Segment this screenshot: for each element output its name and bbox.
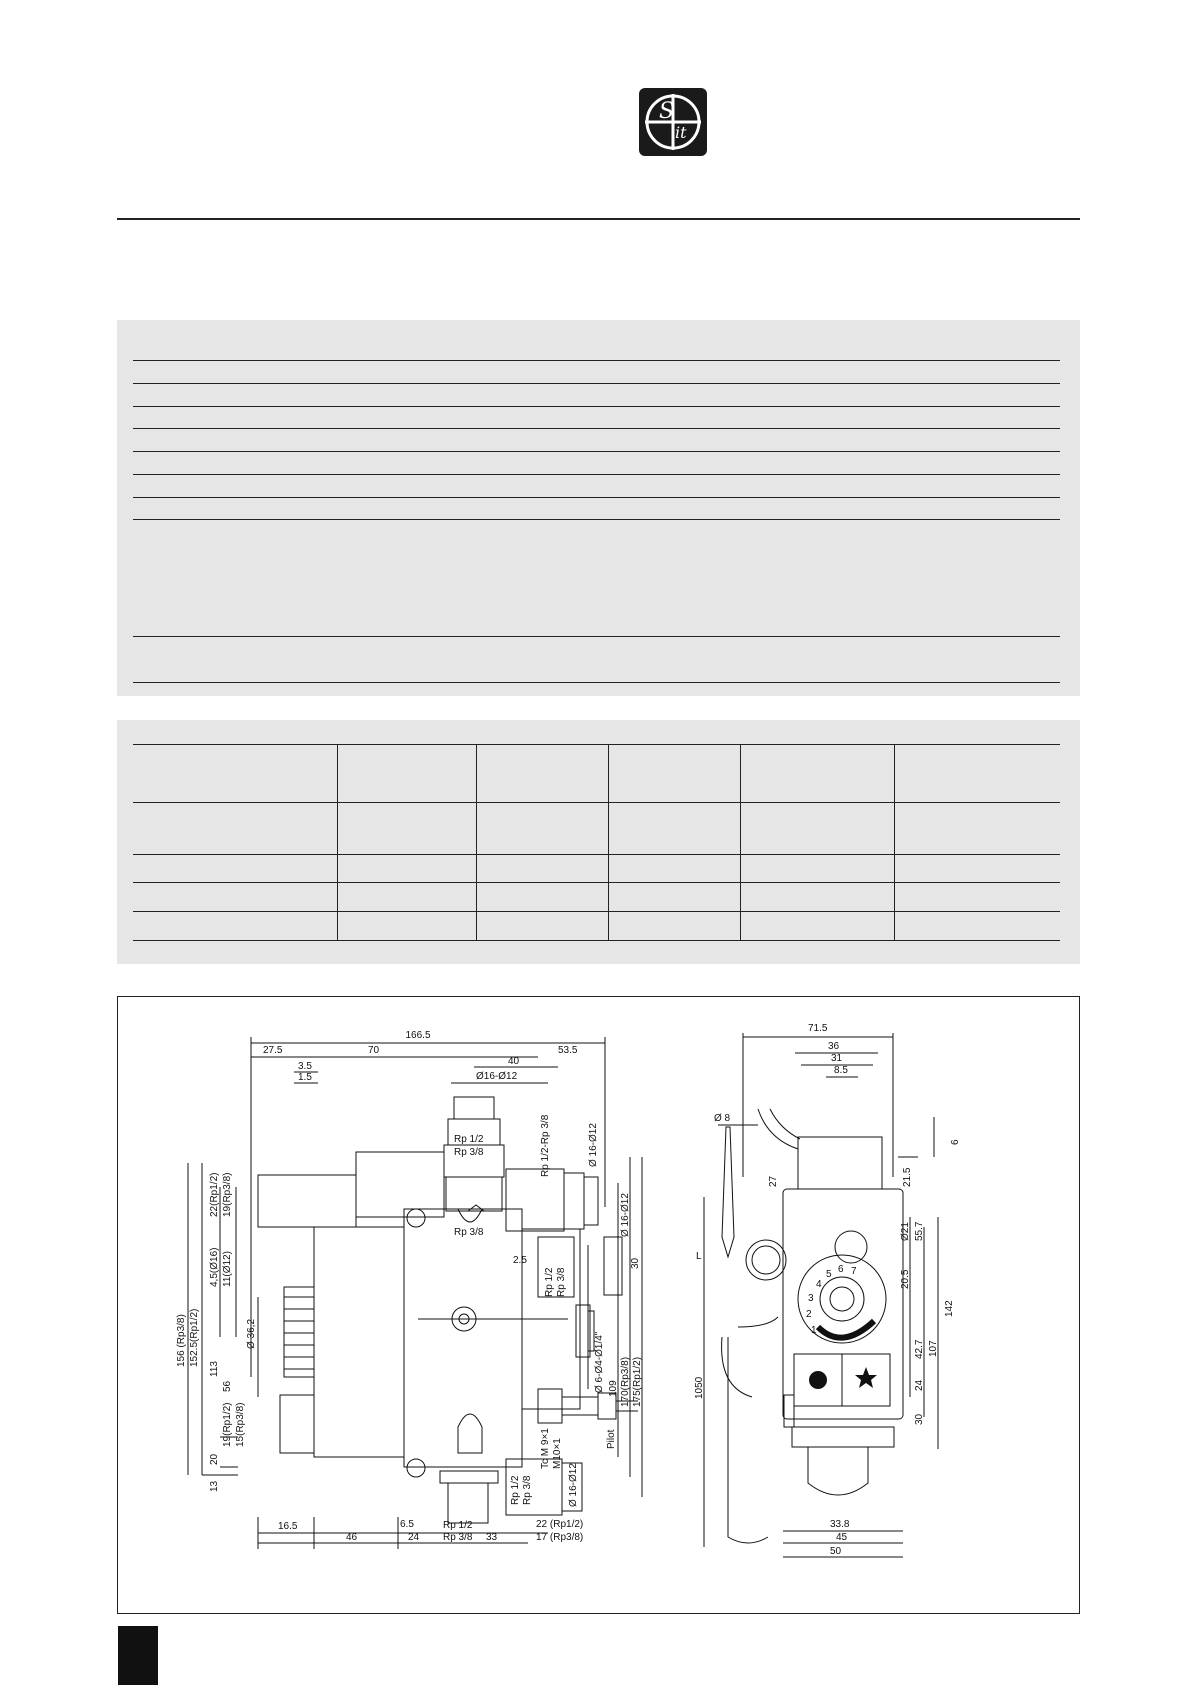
- dim-label: 27.5: [263, 1045, 283, 1056]
- dim-label: Pilot: [606, 1429, 617, 1449]
- dim-label: 19(Rp1/2): [222, 1402, 233, 1447]
- dim-label: 16.5: [278, 1521, 298, 1532]
- technical-drawing: [117, 996, 1080, 1614]
- pilot-dot-icon: [809, 1371, 827, 1389]
- table-row-divider: [133, 854, 1060, 855]
- dim-label: Ø 8: [714, 1113, 731, 1124]
- dim-label: 36: [828, 1041, 840, 1052]
- dial-number: 2: [806, 1309, 812, 1320]
- dim-label: Ø 16-Ø12: [620, 1193, 631, 1237]
- page-tab: [118, 1626, 158, 1685]
- table-column-divider: [894, 744, 895, 940]
- dim-label: M10×1: [552, 1438, 563, 1469]
- table-row-divider: [133, 744, 1060, 745]
- dim-label: Ø 6-Ø4-Ø1/4": [594, 1331, 605, 1393]
- dim-label: 45: [836, 1532, 848, 1543]
- dim-label: 6.5: [400, 1519, 414, 1530]
- data-table-panel: [117, 720, 1080, 964]
- dim-label: 71.5: [808, 1023, 828, 1034]
- dial-number: 7: [851, 1266, 857, 1277]
- dim-label: 30: [630, 1257, 641, 1269]
- dim-label: 40: [508, 1056, 520, 1067]
- dim-label: Rp 1/2: [443, 1520, 473, 1531]
- dim-overall-width: 166.5: [405, 1030, 431, 1041]
- sit-logo-icon: [639, 88, 707, 156]
- dim-label: 42.7: [914, 1339, 925, 1359]
- dim-label: Rp 3/8: [443, 1532, 473, 1543]
- dim-label: 20: [209, 1453, 220, 1465]
- spec-row-divider: [133, 474, 1060, 475]
- dim-label: 21.5: [902, 1167, 913, 1187]
- dim-label: 152.5(Rp1/2): [189, 1308, 200, 1367]
- dim-label: 24: [914, 1379, 925, 1391]
- dim-label: Ø 16-Ø12: [588, 1123, 599, 1167]
- spec-row-divider: [133, 636, 1060, 637]
- dial-number: 3: [808, 1293, 814, 1304]
- dim-label: 156 (Rp3/8): [176, 1314, 187, 1367]
- dim-label: Rp 3/8: [556, 1267, 567, 1297]
- table-column-divider: [608, 744, 609, 940]
- dim-label: 3.5: [298, 1061, 312, 1072]
- spec-row-divider: [133, 406, 1060, 407]
- dim-label: Rp 3/8: [454, 1227, 484, 1238]
- dim-label: 13: [209, 1480, 220, 1492]
- drawing-canvas: [118, 997, 1081, 1615]
- dim-label: Ø21: [900, 1222, 911, 1241]
- dim-label: Tc M 9×1: [540, 1428, 551, 1469]
- dim-label: 19(Rp3/8): [222, 1172, 233, 1217]
- dim-label: 24: [408, 1532, 420, 1543]
- dim-label: 27: [768, 1175, 779, 1187]
- dim-label: 1.5: [298, 1072, 312, 1083]
- spec-row-divider: [133, 497, 1060, 498]
- dim-label: 53.5: [558, 1045, 578, 1056]
- dim-label: 107: [928, 1340, 939, 1357]
- dim-label: Rp 1/2: [510, 1475, 521, 1505]
- dim-label: Rp 1/2: [544, 1267, 555, 1297]
- table-row-divider: [133, 911, 1060, 912]
- dim-label: 50: [830, 1546, 842, 1557]
- dim-label: 31: [831, 1053, 843, 1064]
- dim-label: Rp 1/2-Rp 3/8: [540, 1114, 551, 1177]
- dial-number: 1: [811, 1325, 817, 1336]
- star-icon: [855, 1367, 877, 1388]
- dim-label: 17 (Rp3/8): [536, 1532, 584, 1543]
- dim-label: Rp 3/8: [522, 1475, 533, 1505]
- dim-label: 2.5: [513, 1255, 527, 1266]
- dim-label: 142: [944, 1300, 955, 1317]
- dim-label: 33: [486, 1532, 498, 1543]
- table-column-divider: [476, 744, 477, 940]
- spec-row-divider: [133, 682, 1060, 683]
- spec-row-divider: [133, 451, 1060, 452]
- dim-label: 56: [222, 1380, 233, 1392]
- svg-text:S: S: [659, 99, 675, 124]
- spec-row-divider: [133, 383, 1060, 384]
- dial-number: 4: [816, 1279, 822, 1290]
- spec-row-divider: [133, 519, 1060, 520]
- dim-label: 22 (Rp1/2): [536, 1519, 584, 1530]
- dial-number: 6: [838, 1264, 844, 1275]
- dim-label: Ø 16-Ø12: [568, 1463, 579, 1507]
- dim-label: 4,5(Ø16): [209, 1247, 220, 1287]
- table-row-divider: [133, 940, 1060, 941]
- dial-number: 5: [826, 1269, 832, 1280]
- dim-label: 20.5: [900, 1269, 911, 1289]
- dim-label: 170(Rp3/8): [620, 1356, 631, 1407]
- spec-row-divider: [133, 360, 1060, 361]
- dim-label: 55.7: [914, 1221, 925, 1241]
- dim-label: 175(Rp1/2): [632, 1356, 643, 1407]
- dim-label: 109: [608, 1380, 619, 1397]
- dim-label: Rp 3/8: [454, 1147, 484, 1158]
- table-row-divider: [133, 802, 1060, 803]
- dim-label: Ø16-Ø12: [476, 1071, 518, 1082]
- spec-row-divider: [133, 428, 1060, 429]
- dim-label: 113: [209, 1361, 220, 1377]
- dim-label: 22(Rp1/2): [209, 1172, 220, 1217]
- dim-label: 70: [368, 1045, 380, 1056]
- dim-label: 1050: [694, 1376, 705, 1399]
- table-row-divider: [133, 882, 1060, 883]
- dim-label: L: [696, 1251, 702, 1262]
- table-column-divider: [740, 744, 741, 940]
- dim-label: 30: [914, 1413, 925, 1425]
- dim-label: 15(Rp3/8): [235, 1402, 246, 1447]
- dim-label: 33.8: [830, 1519, 850, 1530]
- svg-text:it: it: [675, 123, 687, 142]
- dim-label: Rp 1/2: [454, 1134, 484, 1145]
- specifications-panel: [117, 320, 1080, 696]
- dim-label: 8.5: [834, 1065, 848, 1076]
- header-rule: [117, 218, 1080, 220]
- dim-label: 6: [950, 1139, 961, 1145]
- table-column-divider: [337, 744, 338, 940]
- dim-label: Ø 36,2: [246, 1318, 257, 1349]
- dim-label: 11(Ø12): [222, 1251, 233, 1287]
- dim-label: 46: [346, 1532, 358, 1543]
